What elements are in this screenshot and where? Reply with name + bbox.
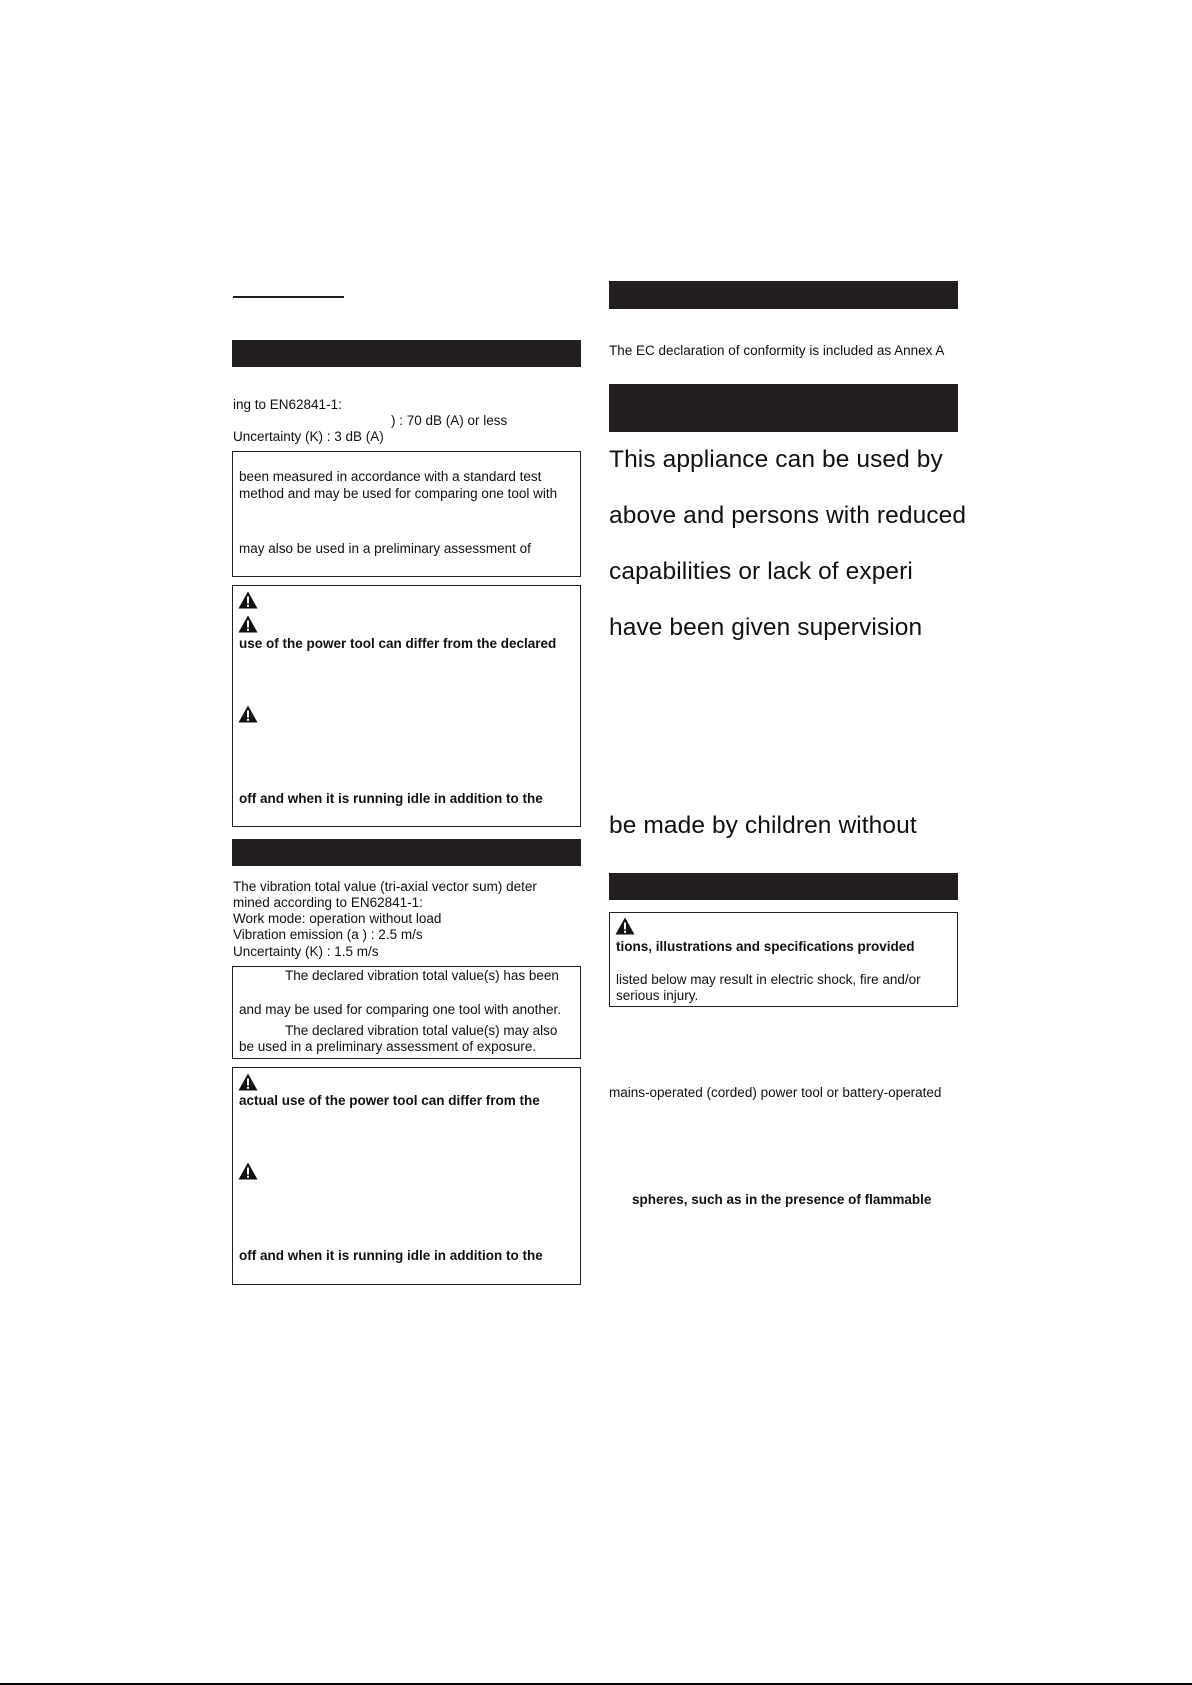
warning-triangle-icon	[238, 705, 258, 723]
vibration-line-3: Work mode: operation without load	[233, 911, 442, 926]
appliance-line-5: be made by children without	[609, 812, 917, 839]
appliance-line-3: capabilities or lack of experi	[609, 558, 913, 585]
noise-note-line-3: may also be used in a preliminary assessment of	[239, 541, 531, 556]
appliance-line-1: This appliance can be used by	[609, 446, 943, 473]
vibration-heading-bar	[232, 839, 581, 866]
vibration-note-line-3: The declared vibration total value(s) may also	[285, 1023, 558, 1038]
noise-line-3: Uncertainty (K) : 3 dB (A)	[233, 429, 384, 444]
vibration-warning-line-2: off and when it is running idle in addition to the	[239, 1248, 543, 1263]
safety-warning-line-1: tions, illustrations and specifications provided	[616, 939, 915, 954]
noise-line-2: ) : 70 dB (A) or less	[391, 413, 508, 428]
appliance-line-4: have been given supervision	[609, 614, 923, 641]
vibration-line-4: Vibration emission (a ) : 2.5 m/s	[233, 927, 423, 942]
safety-warning-line-2: listed below may result in electric shock, fire and/or	[616, 972, 921, 987]
noise-warning-line-1: use of the power tool can differ from the declared	[239, 636, 557, 651]
vibration-note-line-4: be used in a preliminary assessment of exposure.	[239, 1039, 537, 1054]
ec-declaration-heading-bar	[609, 281, 958, 309]
appliance-heading-bar	[609, 384, 958, 432]
noise-heading-bar	[232, 340, 581, 367]
warning-triangle-icon	[238, 615, 258, 633]
top-left-rule	[233, 296, 344, 298]
power-tool-definition-line: mains-operated (corded) power tool or battery-operated	[609, 1085, 942, 1100]
safety-warning-line-3: serious injury.	[616, 988, 699, 1003]
appliance-line-2: above and persons with reduced	[609, 502, 967, 529]
vibration-note-line-2: and may be used for comparing one tool with another.	[239, 1002, 561, 1017]
warning-triangle-icon	[238, 1162, 258, 1180]
vibration-warning-line-1: actual use of the power tool can differ from the	[239, 1093, 540, 1108]
warning-triangle-icon	[238, 591, 258, 609]
warning-triangle-icon	[238, 1073, 258, 1091]
noise-note-line-2: method and may be used for comparing one tool with	[239, 486, 558, 501]
ec-declaration-text: The EC declaration of conformity is included as Annex A	[609, 343, 945, 358]
explosive-atmosphere-line: spheres, such as in the presence of flammable	[632, 1192, 932, 1207]
noise-note-line-1: been measured in accordance with a standard test	[239, 469, 542, 484]
vibration-line-5: Uncertainty (K) : 1.5 m/s	[233, 944, 379, 959]
vibration-line-1: The vibration total value (tri-axial vector sum) deter	[233, 879, 537, 894]
vibration-line-2: mined according to EN62841-1:	[233, 895, 423, 910]
noise-line-1: ing to EN62841-1:	[233, 397, 342, 412]
vibration-note-line-1: The declared vibration total value(s) has been	[285, 968, 559, 983]
noise-warning-line-2: off and when it is running idle in addition to the	[239, 791, 543, 806]
warning-triangle-icon	[615, 917, 635, 935]
safety-warnings-heading-bar	[609, 873, 958, 900]
